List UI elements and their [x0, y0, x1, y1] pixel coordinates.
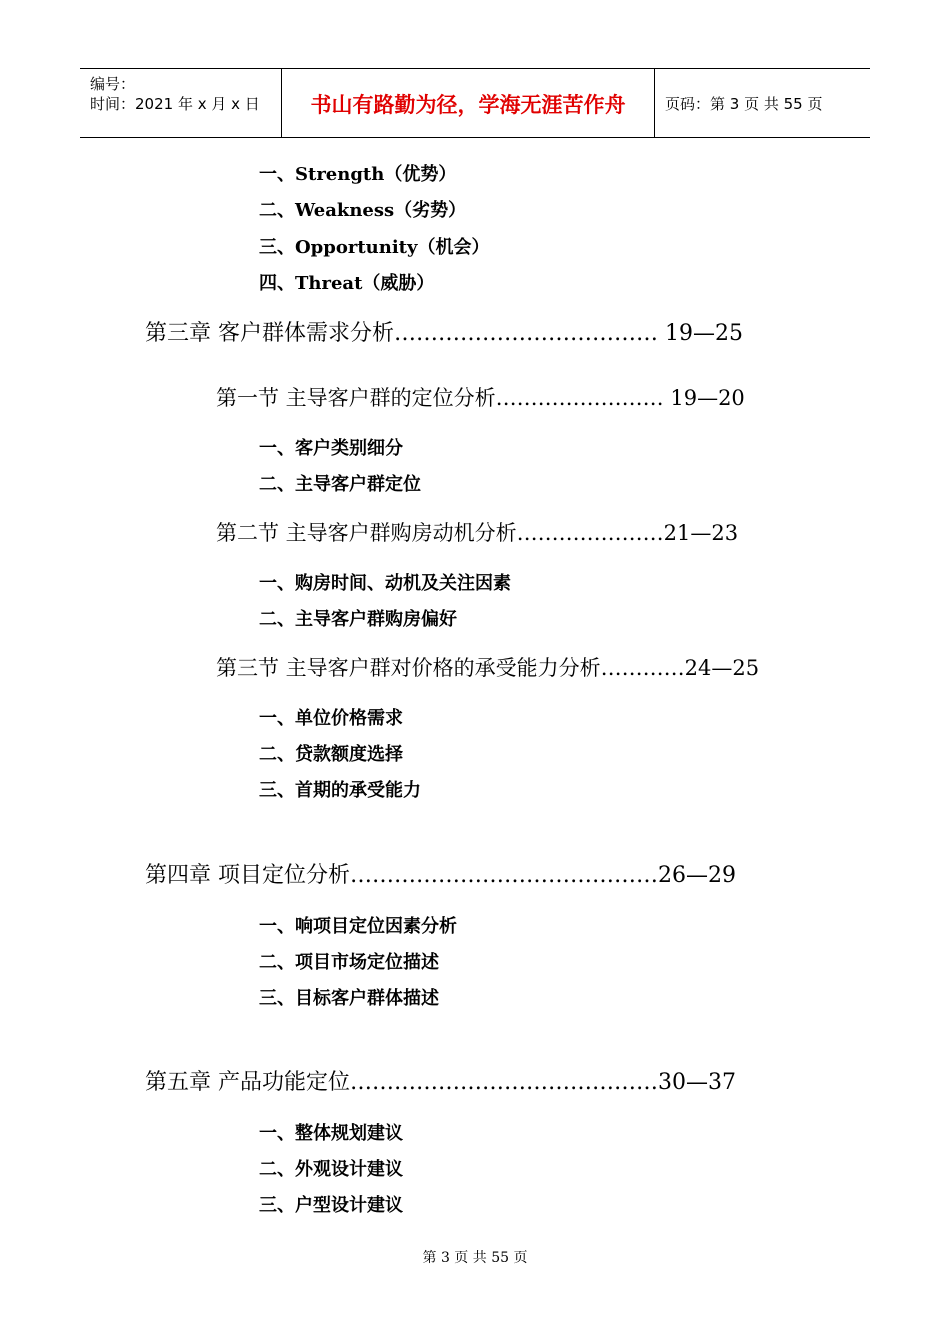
document-number-label: 编号：	[90, 75, 136, 93]
toc-section: 第三节 主导客户群对价格的承受能力分析…………24—25	[216, 656, 760, 680]
toc-item: 一、购房时间、动机及关注因素	[259, 573, 511, 594]
toc-item: 二、项目市场定位描述	[259, 952, 439, 973]
toc-item: 一、客户类别细分	[259, 438, 403, 459]
toc-item: 二、贷款额度选择	[259, 744, 403, 765]
toc-item: 一、Strength（优势）	[259, 164, 457, 185]
toc-item: 一、整体规划建议	[259, 1123, 403, 1144]
toc-item: 三、目标客户群体描述	[259, 988, 439, 1009]
header-info-cell	[80, 69, 282, 137]
toc-item: 三、首期的承受能力	[259, 780, 421, 801]
toc-section: 第二节 主导客户群购房动机分析…………………21—23	[216, 521, 739, 545]
toc-item: 二、主导客户群购房偏好	[259, 609, 457, 630]
toc-chapter: 第五章 产品功能定位……………………………………30—37	[145, 1070, 736, 1095]
page-footer: 第 3 页 共 55 页	[422, 1250, 528, 1266]
toc-item: 一、响项目定位因素分析	[259, 916, 457, 937]
toc-chapter: 第四章 项目定位分析……………………………………26—29	[145, 863, 736, 888]
toc-chapter: 第三章 客户群体需求分析……………………………… 19—25	[145, 321, 743, 346]
header-page-cell	[655, 69, 870, 137]
header-motto: 书山有路勤为径，学海无涯苦作舟	[310, 93, 626, 117]
toc-item: 一、单位价格需求	[259, 708, 403, 729]
toc-item: 二、主导客户群定位	[259, 474, 421, 495]
document-date: 时间：2021 年 x 月 x 日	[90, 95, 260, 113]
toc-item: 二、Weakness（劣势）	[259, 200, 467, 221]
toc-item: 二、外观设计建议	[259, 1159, 403, 1180]
header-page-info: 页码：第 3 页 共 55 页	[665, 95, 823, 113]
toc-section: 第一节 主导客户群的定位分析…………………… 19—20	[216, 386, 745, 410]
toc-item: 四、Threat（威胁）	[259, 273, 435, 294]
toc-item: 三、户型设计建议	[259, 1195, 403, 1216]
toc-item: 三、Opportunity（机会）	[259, 237, 490, 258]
page-header	[80, 68, 870, 138]
header-motto-cell	[282, 69, 655, 137]
